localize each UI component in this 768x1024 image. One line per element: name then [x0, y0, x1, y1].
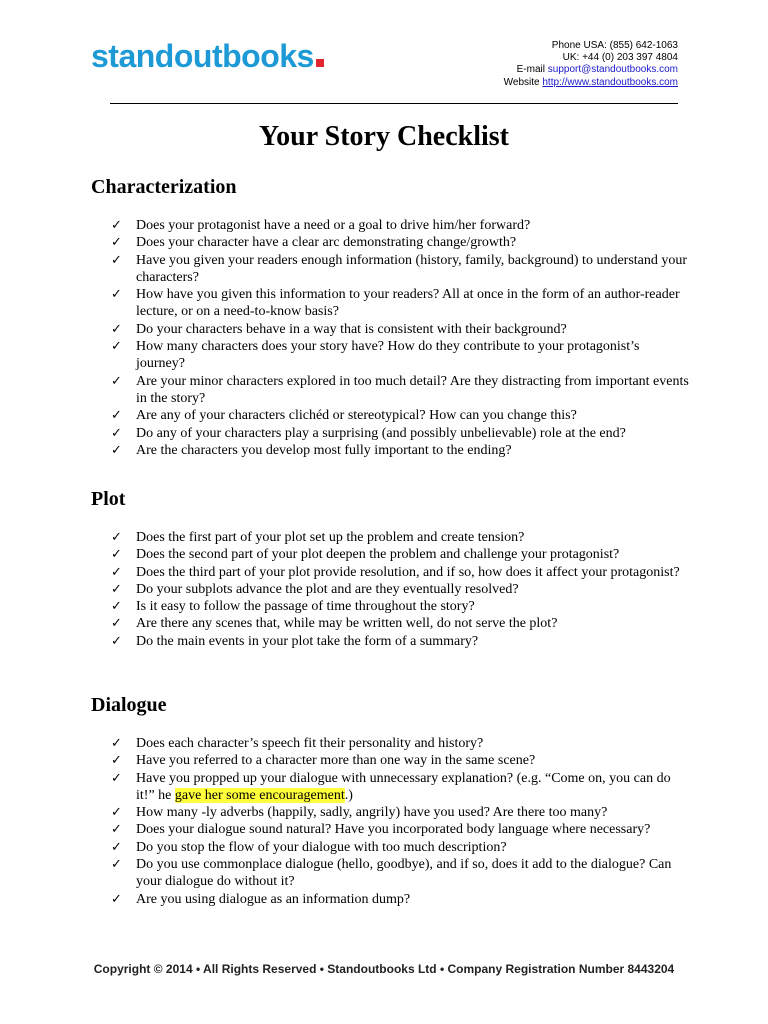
checklist-item — [91, 633, 691, 650]
phone-uk: UK: +44 (0) 203 397 4804 — [562, 52, 678, 64]
section-dialogue — [91, 693, 691, 908]
logo-text: standoutbooks — [91, 38, 314, 74]
checklist-item — [91, 442, 691, 459]
standoutbooks-logo — [91, 40, 324, 72]
section-plot — [91, 487, 691, 650]
checklist-item-text: Do your characters behave in a way that is consistent with their background? — [136, 321, 567, 337]
check-icon: ✓ — [111, 753, 122, 769]
logo-red-dot-icon — [316, 59, 324, 67]
checklist-item-text: Are there any scenes that, while may be written well, do not serve the plot? — [136, 616, 558, 632]
checklist-item-text: Does your protagonist have a need or a goal to drive him/her forward? — [136, 218, 531, 233]
check-icon: ✓ — [111, 599, 122, 615]
checklist-item — [91, 581, 691, 598]
email-link[interactable]: support@standoutbooks.com — [547, 64, 678, 76]
section-heading: Plot — [91, 488, 126, 510]
checklist-item-text: Do you use commonplace dialogue (hello, goodbye), and if so, does it add to the dialogue? Can your dialogue do without it? — [136, 857, 672, 890]
checklist-item — [91, 234, 691, 251]
checklist-item — [91, 373, 691, 408]
check-icon: ✓ — [111, 805, 122, 821]
checklist-item-text: Do any of your characters play a surprising (and possibly unbelievable) role at the end? — [136, 425, 626, 441]
checklist-item-text: Are the characters you develop most fully important to the ending? — [136, 442, 512, 458]
check-icon: ✓ — [111, 891, 122, 907]
checklist-item-text: Does your character have a clear arc demonstrating change/growth? — [136, 235, 517, 251]
checklist-item-text: Does your dialogue sound natural? Have you incorporated body language where necessary? — [136, 822, 651, 838]
checklist — [91, 217, 691, 459]
checklist-item — [91, 615, 691, 632]
checklist — [91, 529, 691, 650]
check-icon: ✓ — [111, 339, 122, 355]
checklist-item-text: Do you stop the flow of your dialogue with too much description? — [136, 839, 507, 855]
check-icon: ✓ — [111, 839, 122, 855]
check-icon: ✓ — [111, 321, 122, 337]
section-heading: Characterization — [91, 176, 237, 198]
checklist-item-text: Does each character’s speech fit their personality and history? — [136, 736, 484, 751]
checklist-item-text: Have you referred to a character more than one way in the same scene? — [136, 753, 536, 769]
contact-block — [504, 40, 678, 89]
checklist-item-text: Does the first part of your plot set up the problem and create tension? — [136, 530, 525, 545]
checklist-item-text: Are you using dialogue as an information dump? — [136, 891, 411, 907]
check-icon: ✓ — [111, 373, 122, 389]
check-icon: ✓ — [111, 425, 122, 441]
copyright-footer: Copyright © 2014 • All Rights Reserved • Standoutbooks Ltd • Company Registration Number 8443204 — [93, 962, 675, 976]
checklist-item-text: How have you given this information to your readers? All at once in the form of an author-reader lecture, or on a need-to-know basis? — [136, 287, 680, 320]
check-icon: ✓ — [111, 547, 122, 563]
checklist-item — [91, 839, 691, 856]
checklist-item — [91, 286, 691, 321]
checklist-item-text: Does the second part of your plot deepen the problem and challenge your protagonist? — [136, 547, 620, 563]
checklist-item-text: Have you given your readers enough information (history, family, background) to understand your characters? — [136, 252, 688, 285]
checklist-item-text: Is it easy to follow the passage of time throughout the story? — [136, 599, 475, 615]
highlighted-text: gave her some encouragement — [174, 787, 345, 803]
checklist-item-text: How many characters does your story have? How do they contribute to your protagonist’s journey? — [136, 339, 640, 372]
checklist-item — [91, 425, 691, 442]
checklist — [91, 735, 691, 908]
check-icon: ✓ — [111, 530, 122, 545]
checklist-item — [91, 546, 691, 563]
checklist-item — [91, 564, 691, 581]
section-characterization — [91, 175, 691, 459]
check-icon: ✓ — [111, 408, 122, 424]
check-icon: ✓ — [111, 581, 122, 597]
check-icon: ✓ — [111, 235, 122, 251]
check-icon: ✓ — [111, 633, 122, 649]
checklist-item-text: How many -ly adverbs (happily, sadly, angrily) have you used? Are there too many? — [136, 805, 608, 821]
check-icon: ✓ — [111, 857, 122, 873]
email-label: E-mail — [516, 64, 548, 76]
checklist-item — [91, 856, 691, 891]
header-divider — [110, 103, 678, 104]
checklist-item — [91, 804, 691, 821]
checklist-item — [91, 321, 691, 338]
checklist-item — [91, 891, 691, 908]
checklist-item — [91, 252, 691, 287]
checklist-item — [91, 598, 691, 615]
check-icon: ✓ — [111, 736, 122, 751]
checklist-item — [91, 407, 691, 424]
email-line — [504, 64, 678, 76]
checklist-item-text: Do the main events in your plot take the form of a summary? — [136, 633, 479, 649]
check-icon: ✓ — [111, 218, 122, 233]
checklist-item — [91, 752, 691, 769]
page-title: Your Story Checklist — [259, 121, 509, 152]
check-icon: ✓ — [111, 252, 122, 268]
check-icon: ✓ — [111, 442, 122, 458]
checklist-item-text: Do your subplots advance the plot and are they eventually resolved? — [136, 581, 519, 597]
checklist-item-text: Are your minor characters explored in too much detail? Are they distracting from important events in the story? — [136, 373, 689, 406]
checklist-item-text: Have you propped up your dialogue with unnecessary explanation? (e.g. “Come on, you can do it!” he gave her some encouragement.) — [136, 770, 671, 803]
checklist-item — [91, 338, 691, 373]
check-icon: ✓ — [111, 564, 122, 580]
checklist-item — [91, 217, 691, 234]
section-heading: Dialogue — [91, 694, 167, 716]
check-icon: ✓ — [111, 822, 122, 838]
website-link[interactable]: http://www.standoutbooks.com — [542, 76, 678, 88]
checklist-item-text: Are any of your characters clichéd or stereotypical? How can you change this? — [136, 408, 577, 424]
checklist-item — [91, 735, 691, 752]
check-icon: ✓ — [111, 287, 122, 303]
check-icon: ✓ — [111, 616, 122, 632]
website-label: Website — [503, 76, 543, 88]
phone-usa: Phone USA: (855) 642-1063 — [551, 40, 678, 51]
website-line — [504, 77, 678, 89]
check-icon: ✓ — [111, 770, 122, 786]
checklist-item-text: Does the third part of your plot provide resolution, and if so, how does it affect your protagonist? — [136, 564, 680, 580]
checklist-item — [91, 770, 691, 805]
checklist-item — [91, 821, 691, 838]
checklist-item — [91, 529, 691, 546]
